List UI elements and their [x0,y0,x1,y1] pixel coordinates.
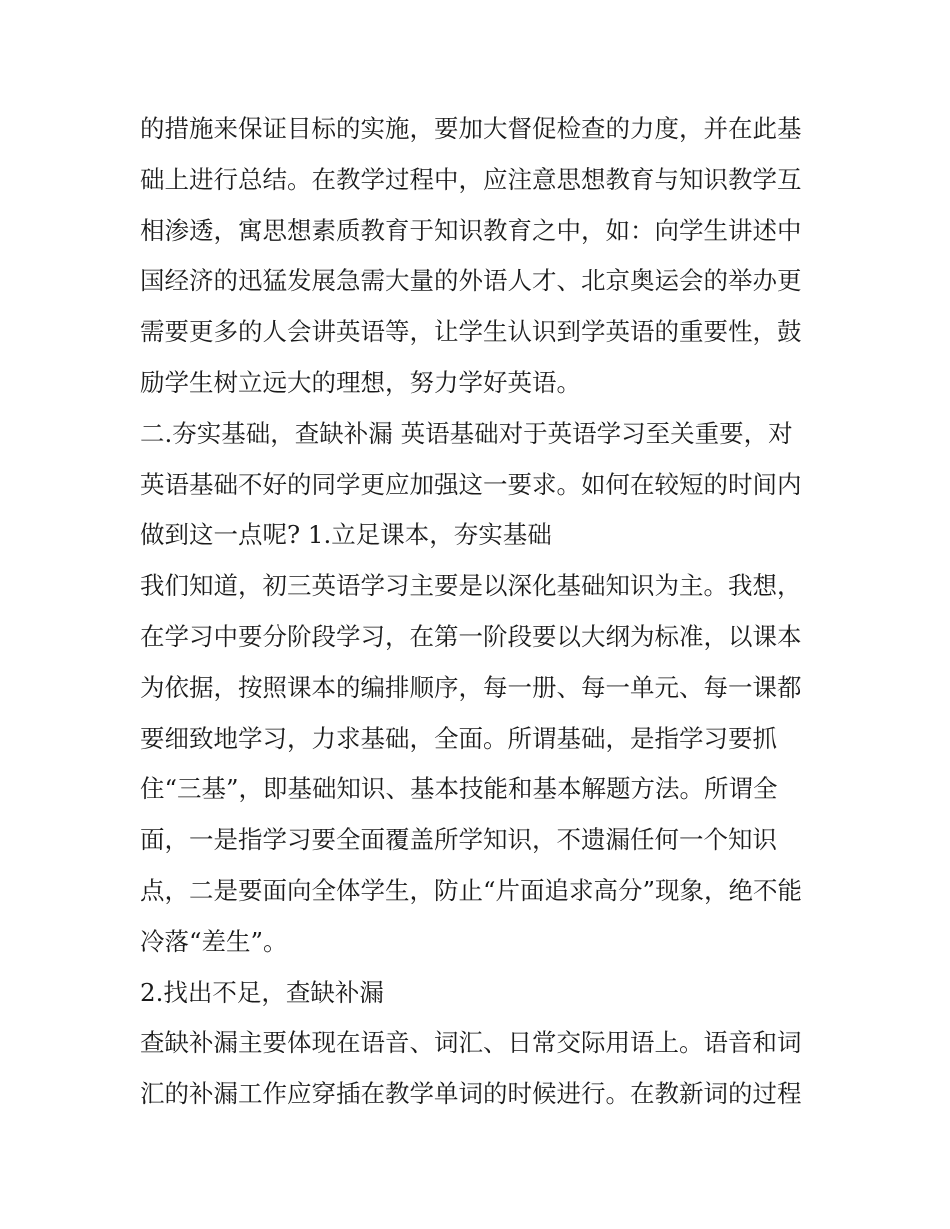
text-line: 础上进行总结。在教学过程中，应注意思想教育与知识教学互 [140,164,802,194]
text-line: 的措施来保证目标的实施，要加大督促检查的力度，并在此基 [140,114,802,143]
text-line: 我们知道，初三英语学习主要是以深化基础知识为主。我想， [140,571,802,601]
text-line: 冷落“差生”。 [140,926,288,956]
text-line: 国经济的迅猛发展急需大量的外语人才、北京奥运会的举办更 [140,266,802,296]
body-text [140,104,820,1120]
text-line: 住“三基”，即基础知识、基本技能和基本解题方法。所谓全 [140,774,778,804]
text-line: 2.找出不足，查缺补漏 [140,977,384,1007]
text-line: 二.夯实基础，查缺补漏 英语基础对于英语学习至关重要，对 [140,418,793,448]
text-line: 需要更多的人会讲英语等，让学生认识到学英语的重要性，鼓 [140,317,802,347]
text-line: 在学习中要分阶段学习，在第一阶段要以大纲为标准，以课本 [140,621,802,651]
text-line: 要细致地学习，力求基础，全面。所谓基础，是指学习要抓 [140,723,777,753]
text-line: 英语基础不好的同学更应加强这一要求。如何在较短的时间内 [140,469,802,499]
text-line: 面，一是指学习要全面覆盖所学知识，不遗漏任何一个知识 [140,825,777,855]
text-line: 励学生树立远大的理想，努力学好英语。 [140,367,581,397]
text-line: 为依据，按照课本的编排顺序，每一册、每一单元、每一课都 [140,672,802,702]
text-line: 做到这一点呢? 1.立足课本，夯实基础 [140,520,552,550]
text-line: 点，二是要面向全体学生，防止“片面追求高分”现象，绝不能 [140,875,803,905]
text-line: 相渗透，寓思想素质教育于知识教育之中，如：向学生讲述中 [140,215,802,245]
text-line: 查缺补漏主要体现在语音、词汇、日常交际用语上。语音和词 [140,1028,802,1058]
text-line: 汇的补漏工作应穿插在教学单词的时候进行。在教新词的过程 [140,1079,802,1109]
